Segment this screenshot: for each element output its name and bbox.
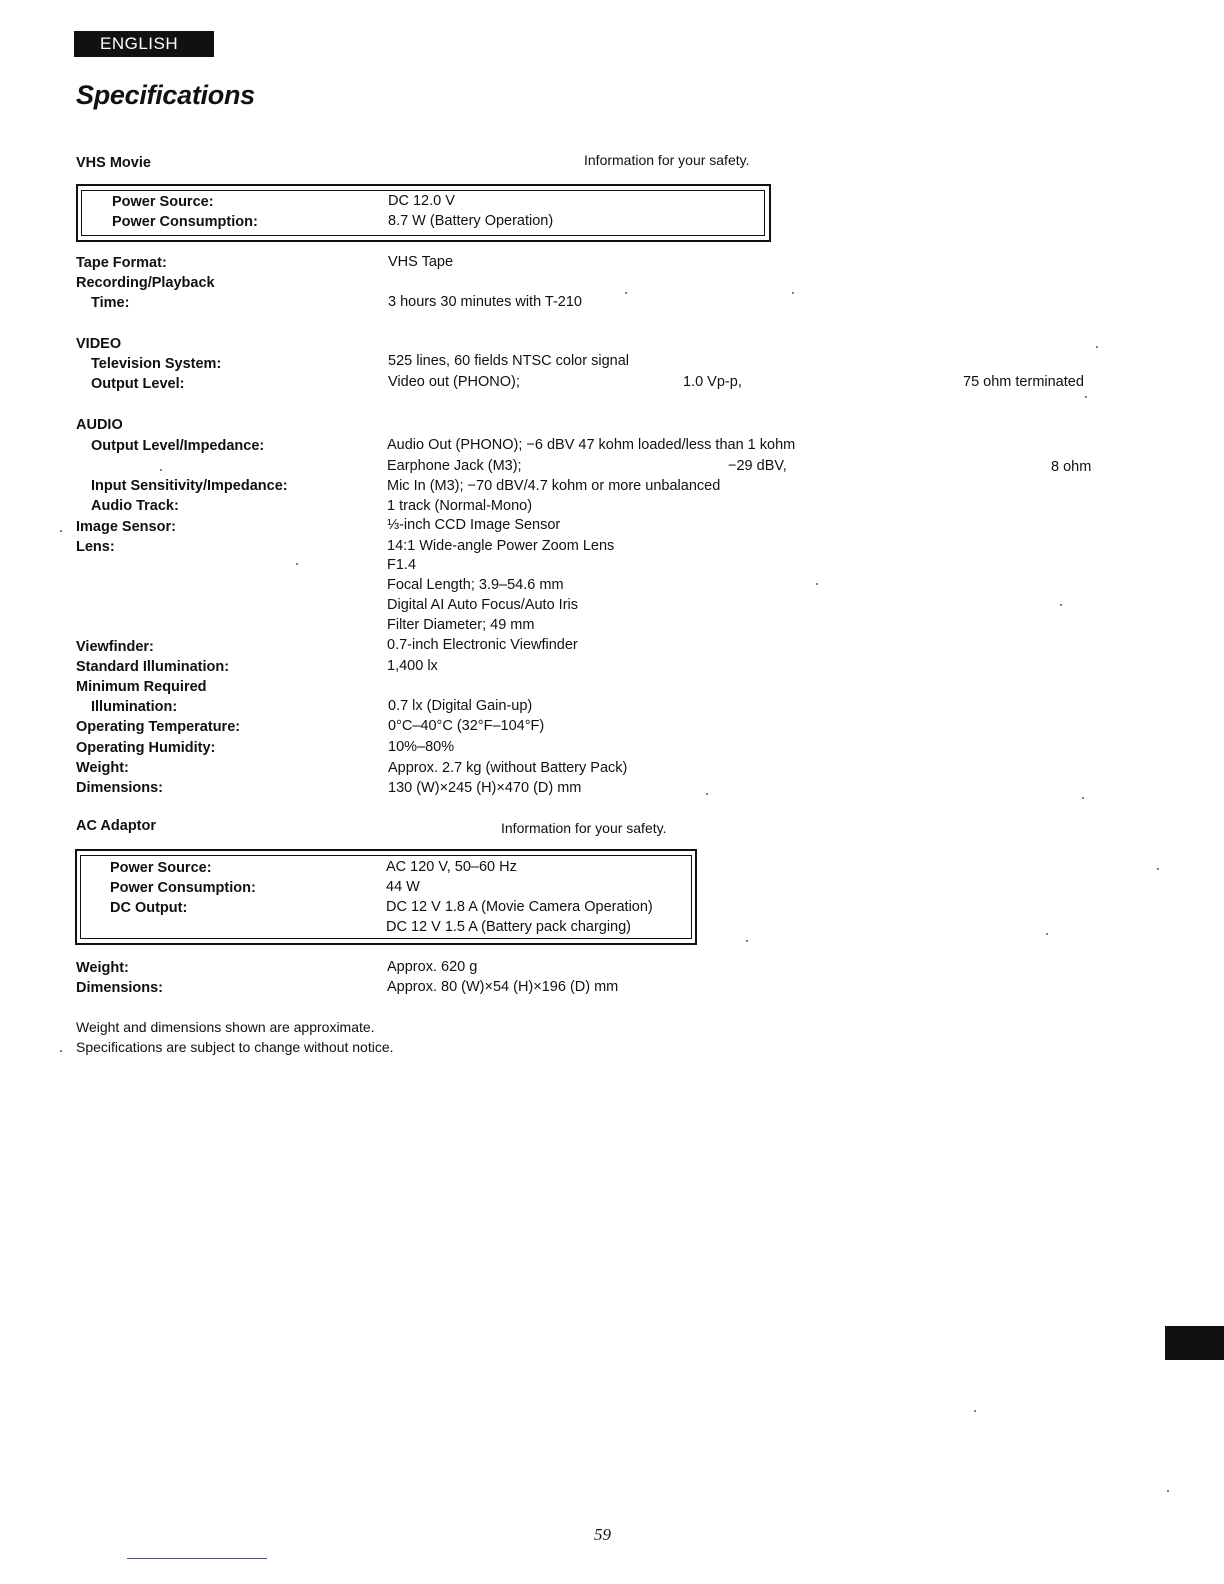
scan-speck (60, 1050, 62, 1052)
weight-label: Weight: (76, 760, 129, 776)
scan-speck (746, 940, 748, 942)
ac-dimensions-value: Approx. 80 (W)×54 (H)×196 (D) mm (387, 979, 619, 995)
ac-dc-output-value-1: DC 12 V 1.8 A (Movie Camera Operation) (386, 899, 653, 915)
ac-power-consumption-value: 44 W (386, 879, 420, 895)
note-approximate: Weight and dimensions shown are approximate. (76, 1019, 375, 1035)
ac-dc-output-label: DC Output: (110, 900, 188, 916)
viewfinder-value: 0.7-inch Electronic Viewfinder (387, 637, 578, 653)
lens-line-5: Filter Diameter; 49 mm (387, 617, 535, 633)
vhs-power-consumption-label: Power Consumption: (112, 214, 258, 230)
audio-track-value: 1 track (Normal-Mono) (387, 498, 533, 514)
lens-line-3: Focal Length; 3.9–54.6 mm (387, 577, 564, 593)
vhs-power-consumption-value: 8.7 W (Battery Operation) (388, 213, 554, 229)
ac-weight-label: Weight: (76, 960, 129, 976)
scan-speck (160, 469, 162, 471)
page-edge-tab (1165, 1326, 1224, 1360)
scan-speck (1060, 604, 1062, 606)
ac-power-source-label: Power Source: (110, 860, 212, 876)
audio-track-label: Audio Track: (91, 498, 179, 514)
scan-speck (1157, 868, 1159, 870)
weight-value: Approx. 2.7 kg (without Battery Pack) (388, 760, 628, 776)
lens-line-2: F1.4 (387, 557, 417, 573)
scan-speck (1082, 797, 1084, 799)
vhs-power-source-value: DC 12.0 V (388, 193, 455, 209)
ac-power-source-value: AC 120 V, 50–60 Hz (386, 859, 517, 875)
scan-speck (1167, 1490, 1169, 1492)
minimum-illumination-value: 0.7 lx (Digital Gain-up) (388, 698, 533, 714)
ac-power-consumption-label: Power Consumption: (110, 880, 256, 896)
television-system-label: Television System: (91, 356, 222, 372)
viewfinder-label: Viewfinder: (76, 639, 154, 655)
minimum-illumination-label: Minimum Required (76, 679, 207, 695)
vhs-safety-note: Information for your safety. (584, 152, 750, 168)
output-level-label: Output Level: (91, 376, 185, 392)
scan-speck (1046, 933, 1048, 935)
lens-label: Lens: (76, 539, 115, 555)
lens-line-4: Digital AI Auto Focus/Auto Iris (387, 597, 579, 613)
video-heading: VIDEO (76, 336, 122, 352)
note-subject-to-change: Specifications are subject to change without notice. (76, 1039, 394, 1055)
television-system-value: 525 lines, 60 fields NTSC color signal (388, 353, 629, 369)
audio-output-line1: Audio Out (PHONO); −6 dBV 47 kohm loaded/less than 1 kohm (387, 437, 796, 453)
vhs-movie-heading: VHS Movie (76, 155, 151, 171)
lens-line-1: 14:1 Wide-angle Power Zoom Lens (387, 538, 615, 554)
ac-safety-note: Information for your safety. (501, 820, 667, 836)
audio-heading: AUDIO (76, 417, 123, 433)
scan-speck (974, 1410, 976, 1412)
language-tab: ENGLISH (74, 31, 214, 57)
minimum-illumination-label-2: Illumination: (91, 699, 178, 715)
scan-speck (625, 292, 627, 294)
input-sensitivity-label: Input Sensitivity/Impedance: (91, 478, 288, 494)
recording-label: Recording/Playback (76, 275, 215, 291)
recording-time-value: 3 hours 30 minutes with T-210 (388, 294, 582, 310)
footer-rule (127, 1558, 267, 1559)
ac-adaptor-heading: AC Adaptor (76, 818, 157, 834)
page-title: Specifications (76, 80, 255, 110)
tape-format-value: VHS Tape (388, 254, 454, 270)
operating-temperature-label: Operating Temperature: (76, 719, 241, 735)
operating-humidity-value: 10%–80% (388, 739, 455, 755)
ac-dimensions-label: Dimensions: (76, 980, 164, 996)
scan-speck (792, 292, 794, 294)
earphone-jack-label: Earphone Jack (M3); (387, 458, 522, 474)
image-sensor-value: ⅓-inch CCD Image Sensor (387, 517, 561, 533)
scan-speck (816, 583, 818, 585)
operating-humidity-label: Operating Humidity: (76, 740, 216, 756)
tape-format-label: Tape Format: (76, 255, 167, 271)
standard-illumination-value: 1,400 lx (387, 658, 438, 674)
scan-speck (296, 563, 298, 565)
ac-weight-value: Approx. 620 g (387, 959, 478, 975)
input-sensitivity-value: Mic In (M3); −70 dBV/4.7 kohm or more unbalanced (387, 478, 721, 494)
ac-dc-output-value-2: DC 12 V 1.5 A (Battery pack charging) (386, 919, 632, 935)
dimensions-label: Dimensions: (76, 780, 164, 796)
page-number: 59 (594, 1525, 611, 1544)
recording-time-label: Time: (91, 295, 130, 311)
earphone-jack-level: −29 dBV, (728, 458, 787, 474)
dimensions-value: 130 (W)×245 (H)×470 (D) mm (388, 780, 582, 796)
output-level-value-c: 75 ohm terminated (963, 374, 1084, 390)
scan-speck (1085, 396, 1087, 398)
earphone-jack-impedance: 8 ohm (1051, 459, 1092, 475)
operating-temperature-value: 0°C–40°C (32°F–104°F) (388, 718, 545, 734)
output-level-value-a: Video out (PHONO); (388, 374, 520, 390)
scan-speck (60, 530, 62, 532)
scan-speck (1096, 346, 1098, 348)
image-sensor-label: Image Sensor: (76, 519, 176, 535)
scan-speck (706, 793, 708, 795)
audio-output-label: Output Level/Impedance: (91, 438, 265, 454)
standard-illumination-label: Standard Illumination: (76, 659, 230, 675)
output-level-value-b: 1.0 Vp-p, (683, 374, 742, 390)
vhs-power-source-label: Power Source: (112, 194, 214, 210)
